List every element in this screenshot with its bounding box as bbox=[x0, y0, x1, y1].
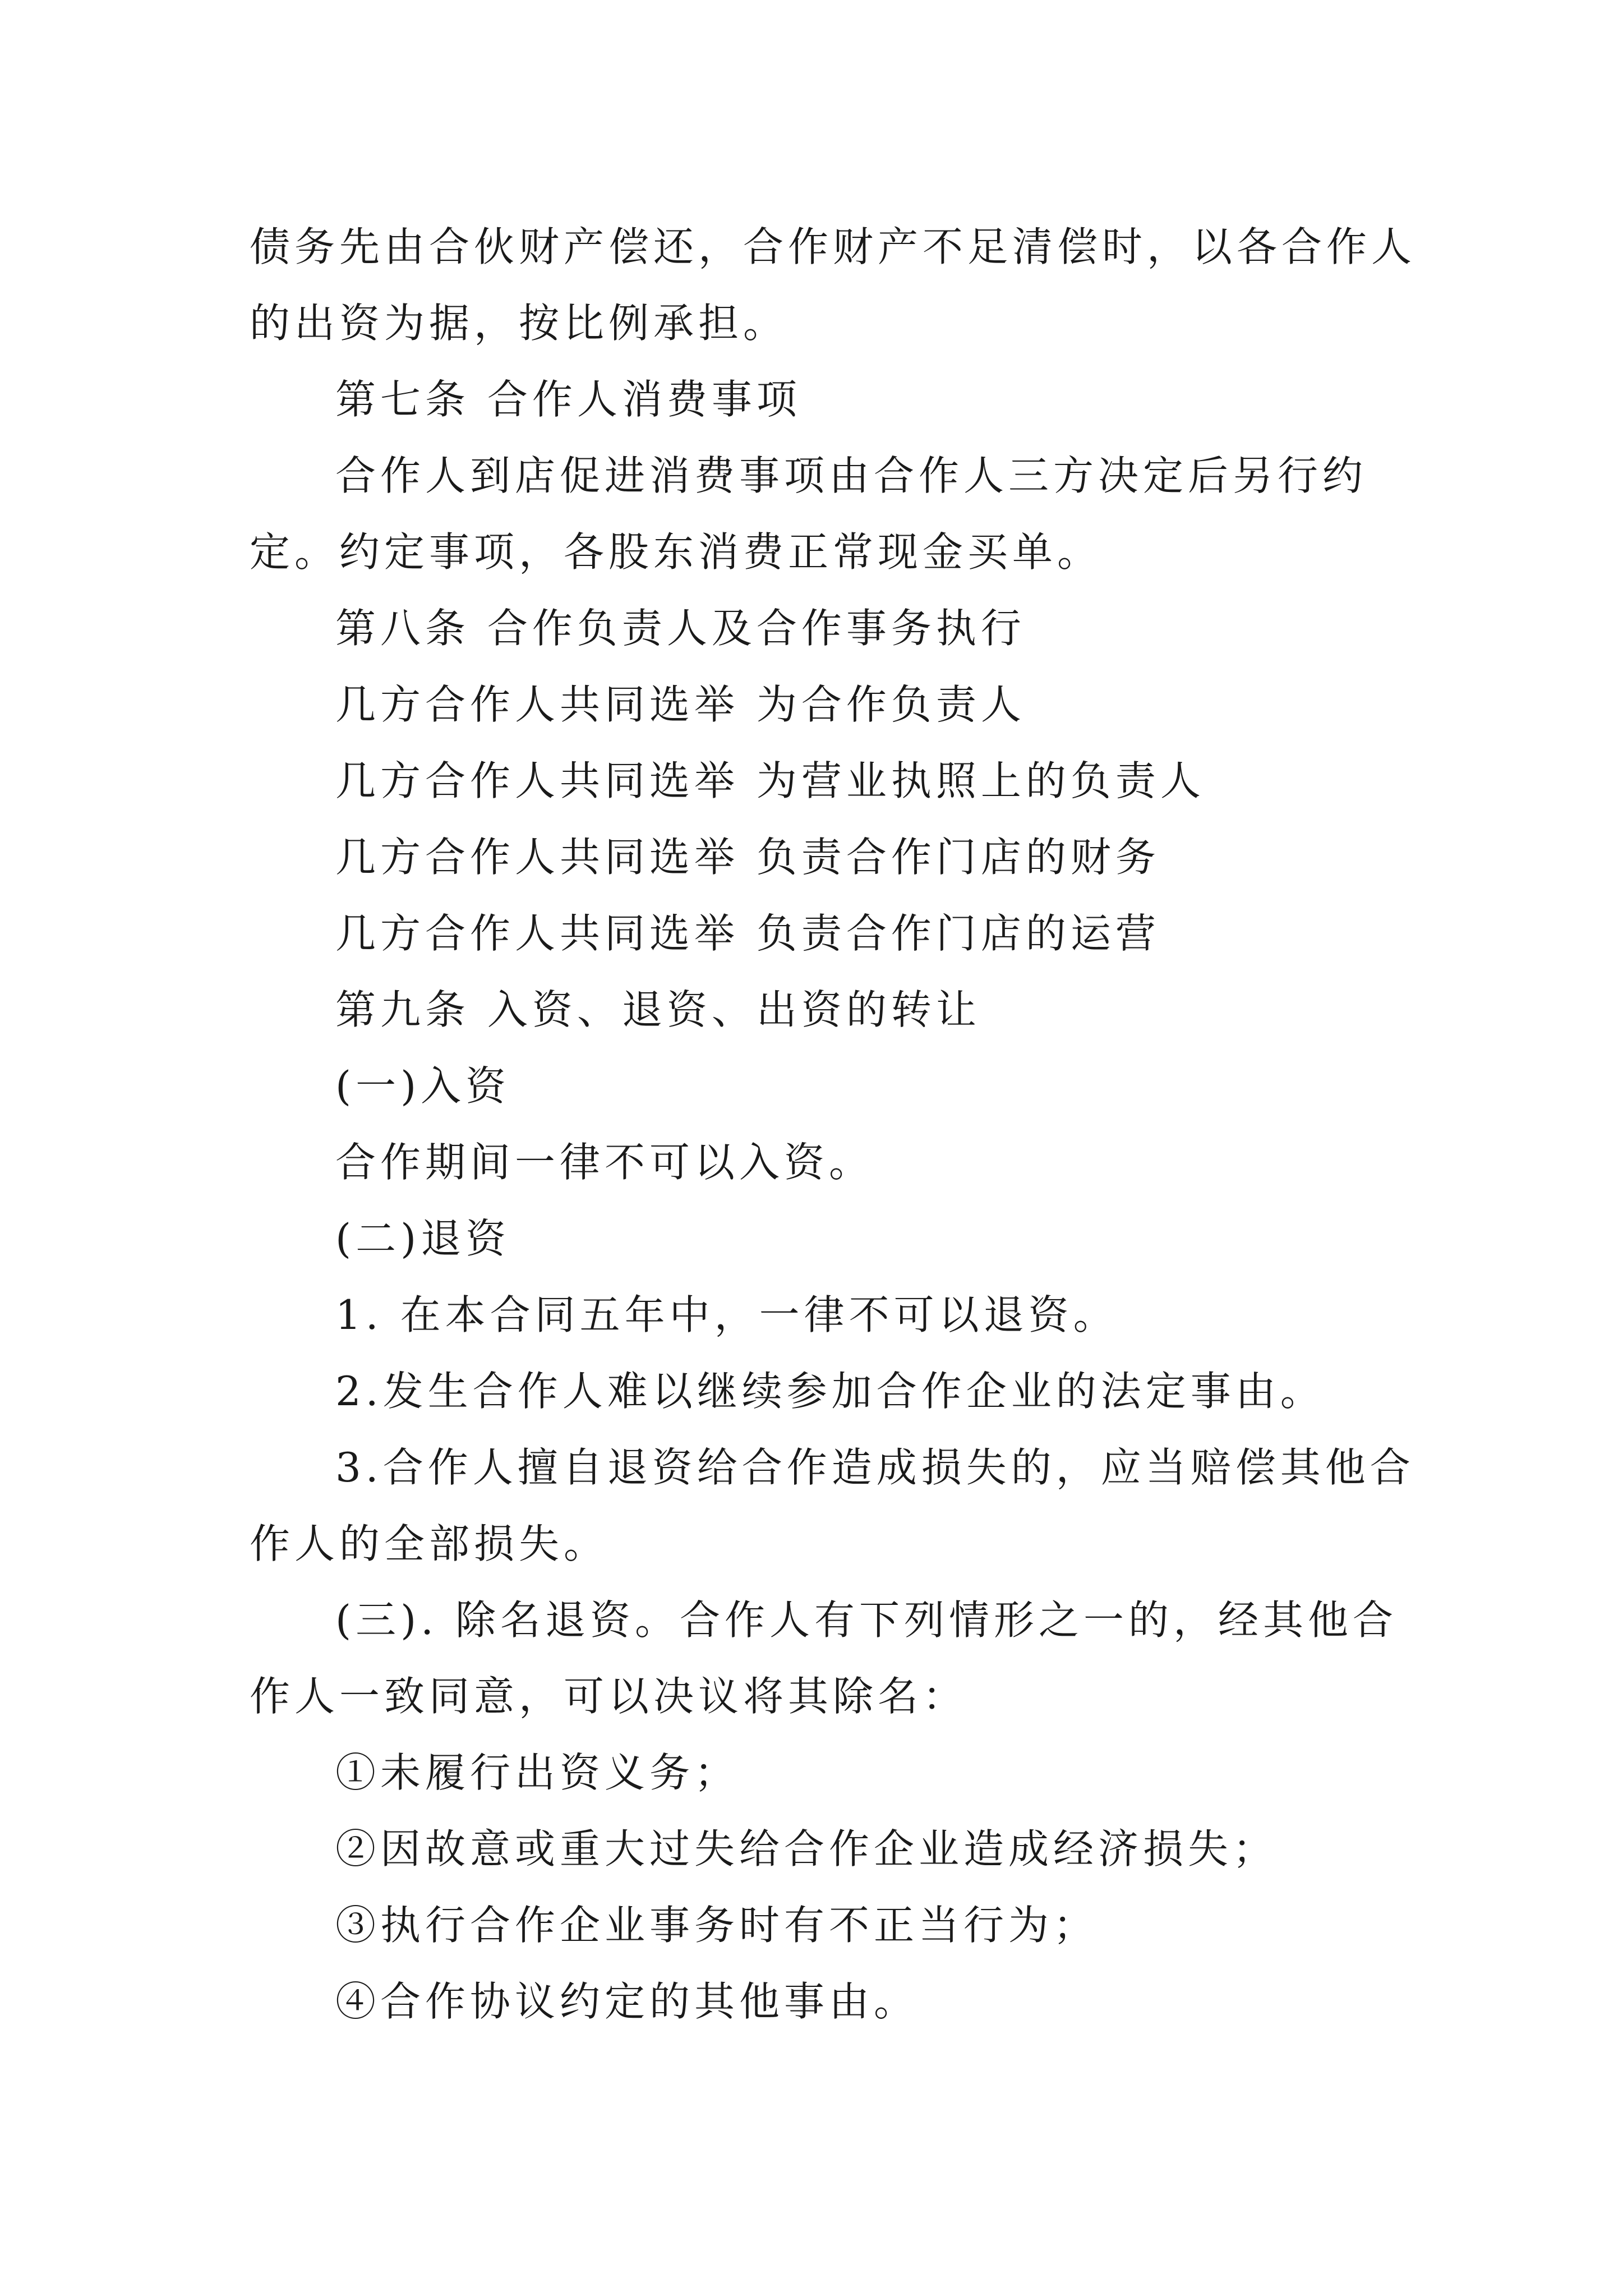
list-item: 1. 在本合同五年中，一律不可以退资。 bbox=[335, 1291, 1118, 1338]
article-heading-9: 第九条 入资、退资、出资的转让 bbox=[335, 986, 981, 1033]
body-line: 定。约定事项，各股东消费正常现金买单。 bbox=[250, 528, 1103, 576]
list-item: ④合作协议约定的其他事由。 bbox=[335, 1978, 919, 2025]
list-item: 2.发生合作人难以继续参加合作企业的法定事由。 bbox=[335, 1368, 1325, 1415]
list-item: 3.合作人擅自退资给合作造成损失的，应当赔偿其他合 bbox=[335, 1444, 1415, 1491]
body-line: 作人一致同意，可以决议将其除名： bbox=[250, 1673, 968, 1720]
section-heading: (三). 除名退资。合作人有下列情形之一的，经其他合 bbox=[335, 1596, 1398, 1644]
body-line: 几方合作人共同选举 负责合作门店的财务 bbox=[335, 834, 1160, 881]
body-line: 合作期间一律不可以入资。 bbox=[335, 1139, 874, 1186]
article-heading-8: 第八条 合作负责人及合作事务执行 bbox=[335, 605, 1026, 652]
body-line: 几方合作人共同选举 为合作负责人 bbox=[335, 681, 1026, 728]
body-line: 合作人到店促进消费事项由合作人三方决定后另行约 bbox=[335, 452, 1368, 499]
article-heading-7: 第七条 合作人消费事项 bbox=[335, 376, 801, 423]
body-line: 几方合作人共同选举 负责合作门店的运营 bbox=[335, 910, 1160, 957]
section-heading: (一)入资 bbox=[335, 1062, 511, 1110]
body-line: 的出资为据，按比例承担。 bbox=[250, 300, 789, 347]
list-item: ③执行合作企业事务时有不正当行为； bbox=[335, 1902, 1099, 1949]
document-body bbox=[250, 209, 1417, 2040]
body-line: 债务先由合伙财产偿还，合作财产不足清偿时，以各合作人 bbox=[250, 223, 1417, 270]
list-item: ①未履行出资义务； bbox=[335, 1749, 740, 1796]
list-item: ②因故意或重大过失给合作企业造成经济损失； bbox=[335, 1825, 1278, 1872]
section-heading: (二)退资 bbox=[335, 1215, 511, 1262]
body-line: 作人的全部损失。 bbox=[250, 1520, 609, 1567]
body-line: 几方合作人共同选举 为营业执照上的负责人 bbox=[335, 757, 1205, 804]
